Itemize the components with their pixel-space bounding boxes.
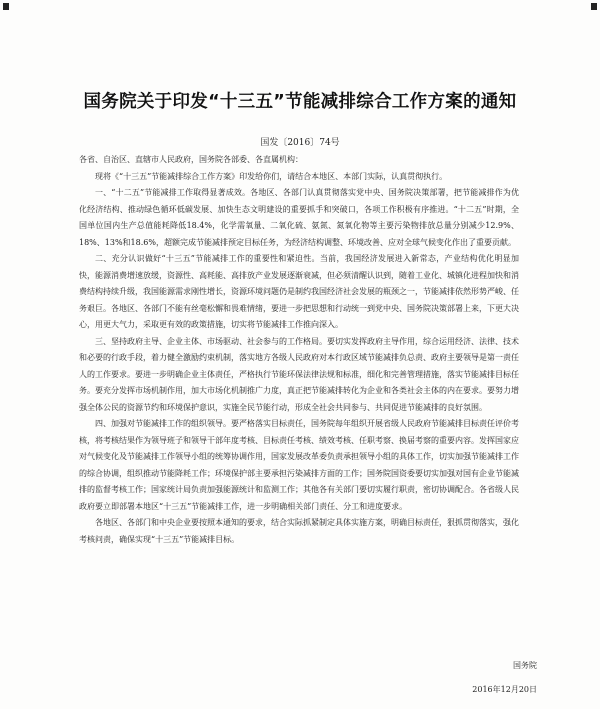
issue-date: 2016年12月20日 xyxy=(472,685,537,694)
paragraph-section-4: 四、加强对节能减排工作的组织领导。要严格落实目标责任，国务院每年组织开展省级人民政府节能减排目标责任评价考核，将考核结果作为领导班子和领导干部年度考核、目标责任考核、绩效考核、任职考察、换届考察的重要内容。发挥国家应对气候变化及节能减排工作领导小组的统筹协调作用，国家发展改革委负责承担领导小组的具体工作，切实加强节能减排工作的综合协调，组织推动节能降耗工作；环境保护部主要承担污染减排方面的工作；国务院国资委要切实加强对国有企业节能减排的监督考核工作；国家统计局负责加强能源统计和监测工作；其他各有关部门要切实履行职责，密切协调配合。各省级人民政府要立即部署本地区“十三五”节能减排工作，进一步明确相关部门责任、分工和进度要求。 xyxy=(79,419,519,511)
scan-corner-mark-left xyxy=(3,3,9,10)
document-number: 国发〔2016〕74号 xyxy=(260,138,340,148)
paragraph-section-1: 一、“十二五”节能减排工作取得显著成效。各地区、各部门认真贯彻落实党中央、国务院决策部署，把节能减排作为优化经济结构、推动绿色循环低碳发展、加快生态文明建设的重要抓手和突破口，各项工作积极有序推进。“十二五”时期，全国单位国内生产总值能耗降低18.4%，化学需氧量、二氧化硫、氨氮、氮氧化物等主要污染物排放总量分别减少12.9%、18%、13%和18.6%，超额完成节能减排预定目标任务，为经济结构调整、环境改善、应对全球气候变化作出了重要贡献。 xyxy=(79,188,519,247)
paragraph-section-2: 二、充分认识做好“十三五”节能减排工作的重要性和紧迫性。当前，我国经济发展进入新常态，产业结构优化明显加快，能源消费增速放缓，资源性、高耗能、高排放产业发展逐渐衰减，但必须清醒认识到，随着工业化、城镇化进程加快和消费结构持续升级，我国能源需求刚性增长，资源环境问题仍是制约我国经济社会发展的瓶颈之一，节能减排依然形势严峻、任务艰巨。各地区、各部门不能有丝毫松懈和畏难情绪，要进一步把思想和行动统一到党中央、国务院决策部署上来，下更大决心，用更大气力，采取更有效的政策措施，切实将节能减排工作推向深入。 xyxy=(79,254,519,329)
document-title: 国务院关于印发“十三五”节能减排综合工作方案的通知 xyxy=(83,92,517,112)
paragraph-intro: 现将《“十三五”节能减排综合工作方案》印发给你们，请结合本地区、本部门实际，认真贯彻执行。 xyxy=(95,171,448,181)
salutation: 各省、自治区、直辖市人民政府，国务院各部委、各直属机构： xyxy=(79,155,303,164)
scan-corner-mark-right xyxy=(591,3,597,10)
paragraph-section-3: 三、坚持政府主导、企业主体、市场驱动、社会参与的工作格局。要切实发挥政府主导作用，综合运用经济、法律、技术和必要的行政手段，着力健全激励约束机制，落实地方各级人民政府对本行政区域节能减排负总责、政府主要领导是第一责任人的工作要求。要进一步明确企业主体责任，严格执行节能环保法律法规和标准，细化和完善管理措施，落实节能减排目标任务。要充分发挥市场机制作用，加大市场化机制推广力度，真正把节能减排转化为企业和各类社会主体的内在要求。要努力增强全体公民的资源节约和环境保护意识，实施全民节能行动，形成全社会共同参与、共同促进节能减排的良好氛围。 xyxy=(79,336,519,412)
document-body xyxy=(79,152,519,548)
paragraph-closing: 各地区、各部门和中央企业要按照本通知的要求，结合实际抓紧制定具体实施方案，明确目标责任，狠抓贯彻落实，强化考核问责，确保实现“十三五”节能减排目标。 xyxy=(79,518,519,544)
issuer-signature: 国务院 xyxy=(513,661,537,670)
